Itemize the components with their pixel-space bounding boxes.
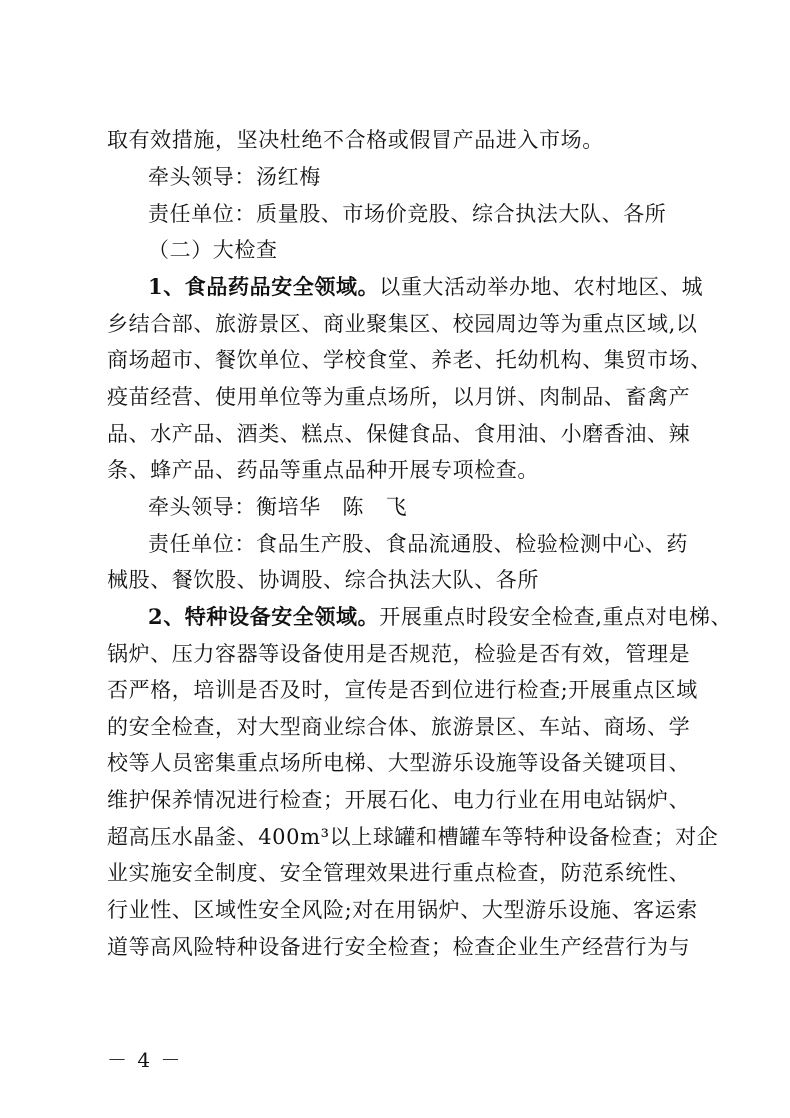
lead-leader-line: 牵头领导：衡培华 陈 飞 [148, 495, 408, 519]
paragraph-line: 否严格，培训是否及时，宣传是否到位进行检查;开展重点区域 [107, 678, 698, 702]
responsible-units-line: 责任单位：食品生产股、食品流通股、检验检测中心、药 [148, 532, 688, 556]
paragraph-line: 锅炉、压力容器等设备使用是否规范，检验是否有效，管理是 [107, 642, 691, 666]
page-number: － 4 － [107, 1048, 183, 1072]
paragraph-line: 乡结合部、旅游景区、商业聚集区、校园周边等为重点区域,以 [107, 312, 698, 336]
lead-leader-line: 牵头领导：汤红梅 [148, 165, 321, 189]
paragraph-line: 行业性、区域性安全风险;对在用锅炉、大型游乐设施、客运索 [107, 898, 698, 922]
paragraph-line: 疫苗经营、使用单位等为重点场所，以月饼、肉制品、畜禽产 [107, 385, 691, 409]
paragraph-line: 品、水产品、酒类、糕点、保健食品、食用油、小磨香油、辣 [107, 422, 691, 446]
paragraph-line: 超高压水晶釜、400m³以上球罐和槽罐车等特种设备检查；对企 [107, 825, 719, 849]
paragraph-line: 道等高风险特种设备进行安全检查；检查企业生产经营行为与 [107, 935, 691, 959]
subsection-1-heading: 1、食品药品安全领域。 [148, 274, 380, 299]
paragraph-line: 维护保养情况进行检查；开展石化、电力行业在用电站锅炉、 [107, 788, 691, 812]
paragraph-line: 条、蜂产品、药品等重点品种开展专项检查。 [107, 458, 539, 482]
section-heading: （二）大检查 [148, 238, 278, 262]
subsection-2-text: 开展重点时段安全检查,重点对电梯、 [379, 605, 733, 629]
paragraph-line: 商场超市、餐饮单位、学校食堂、养老、托幼机构、集贸市场、 [107, 348, 712, 372]
paragraph-line: 业实施安全制度、安全管理效果进行重点检查，防范系统性、 [107, 861, 691, 885]
subsection-1-first-line [148, 273, 704, 301]
paragraph-line: 的安全检查，对大型商业综合体、旅游景区、车站、商场、学 [107, 715, 691, 739]
paragraph-line: 校等人员密集重点场所电梯、大型游乐设施等设备关键项目、 [107, 751, 691, 775]
paragraph-line: 械股、餐饮股、协调股、综合执法大队、各所 [107, 568, 539, 592]
subsection-2-heading: 2、特种设备安全领域。 [148, 604, 380, 629]
paragraph-line: 取有效措施，坚决杜绝不合格或假冒产品进入市场。 [107, 128, 604, 152]
responsible-units-line: 责任单位：质量股、市场价竞股、综合执法大队、各所 [148, 202, 667, 226]
subsection-1-text: 以重大活动举办地、农村地区、城 [379, 275, 704, 299]
subsection-2-first-line [148, 603, 733, 631]
